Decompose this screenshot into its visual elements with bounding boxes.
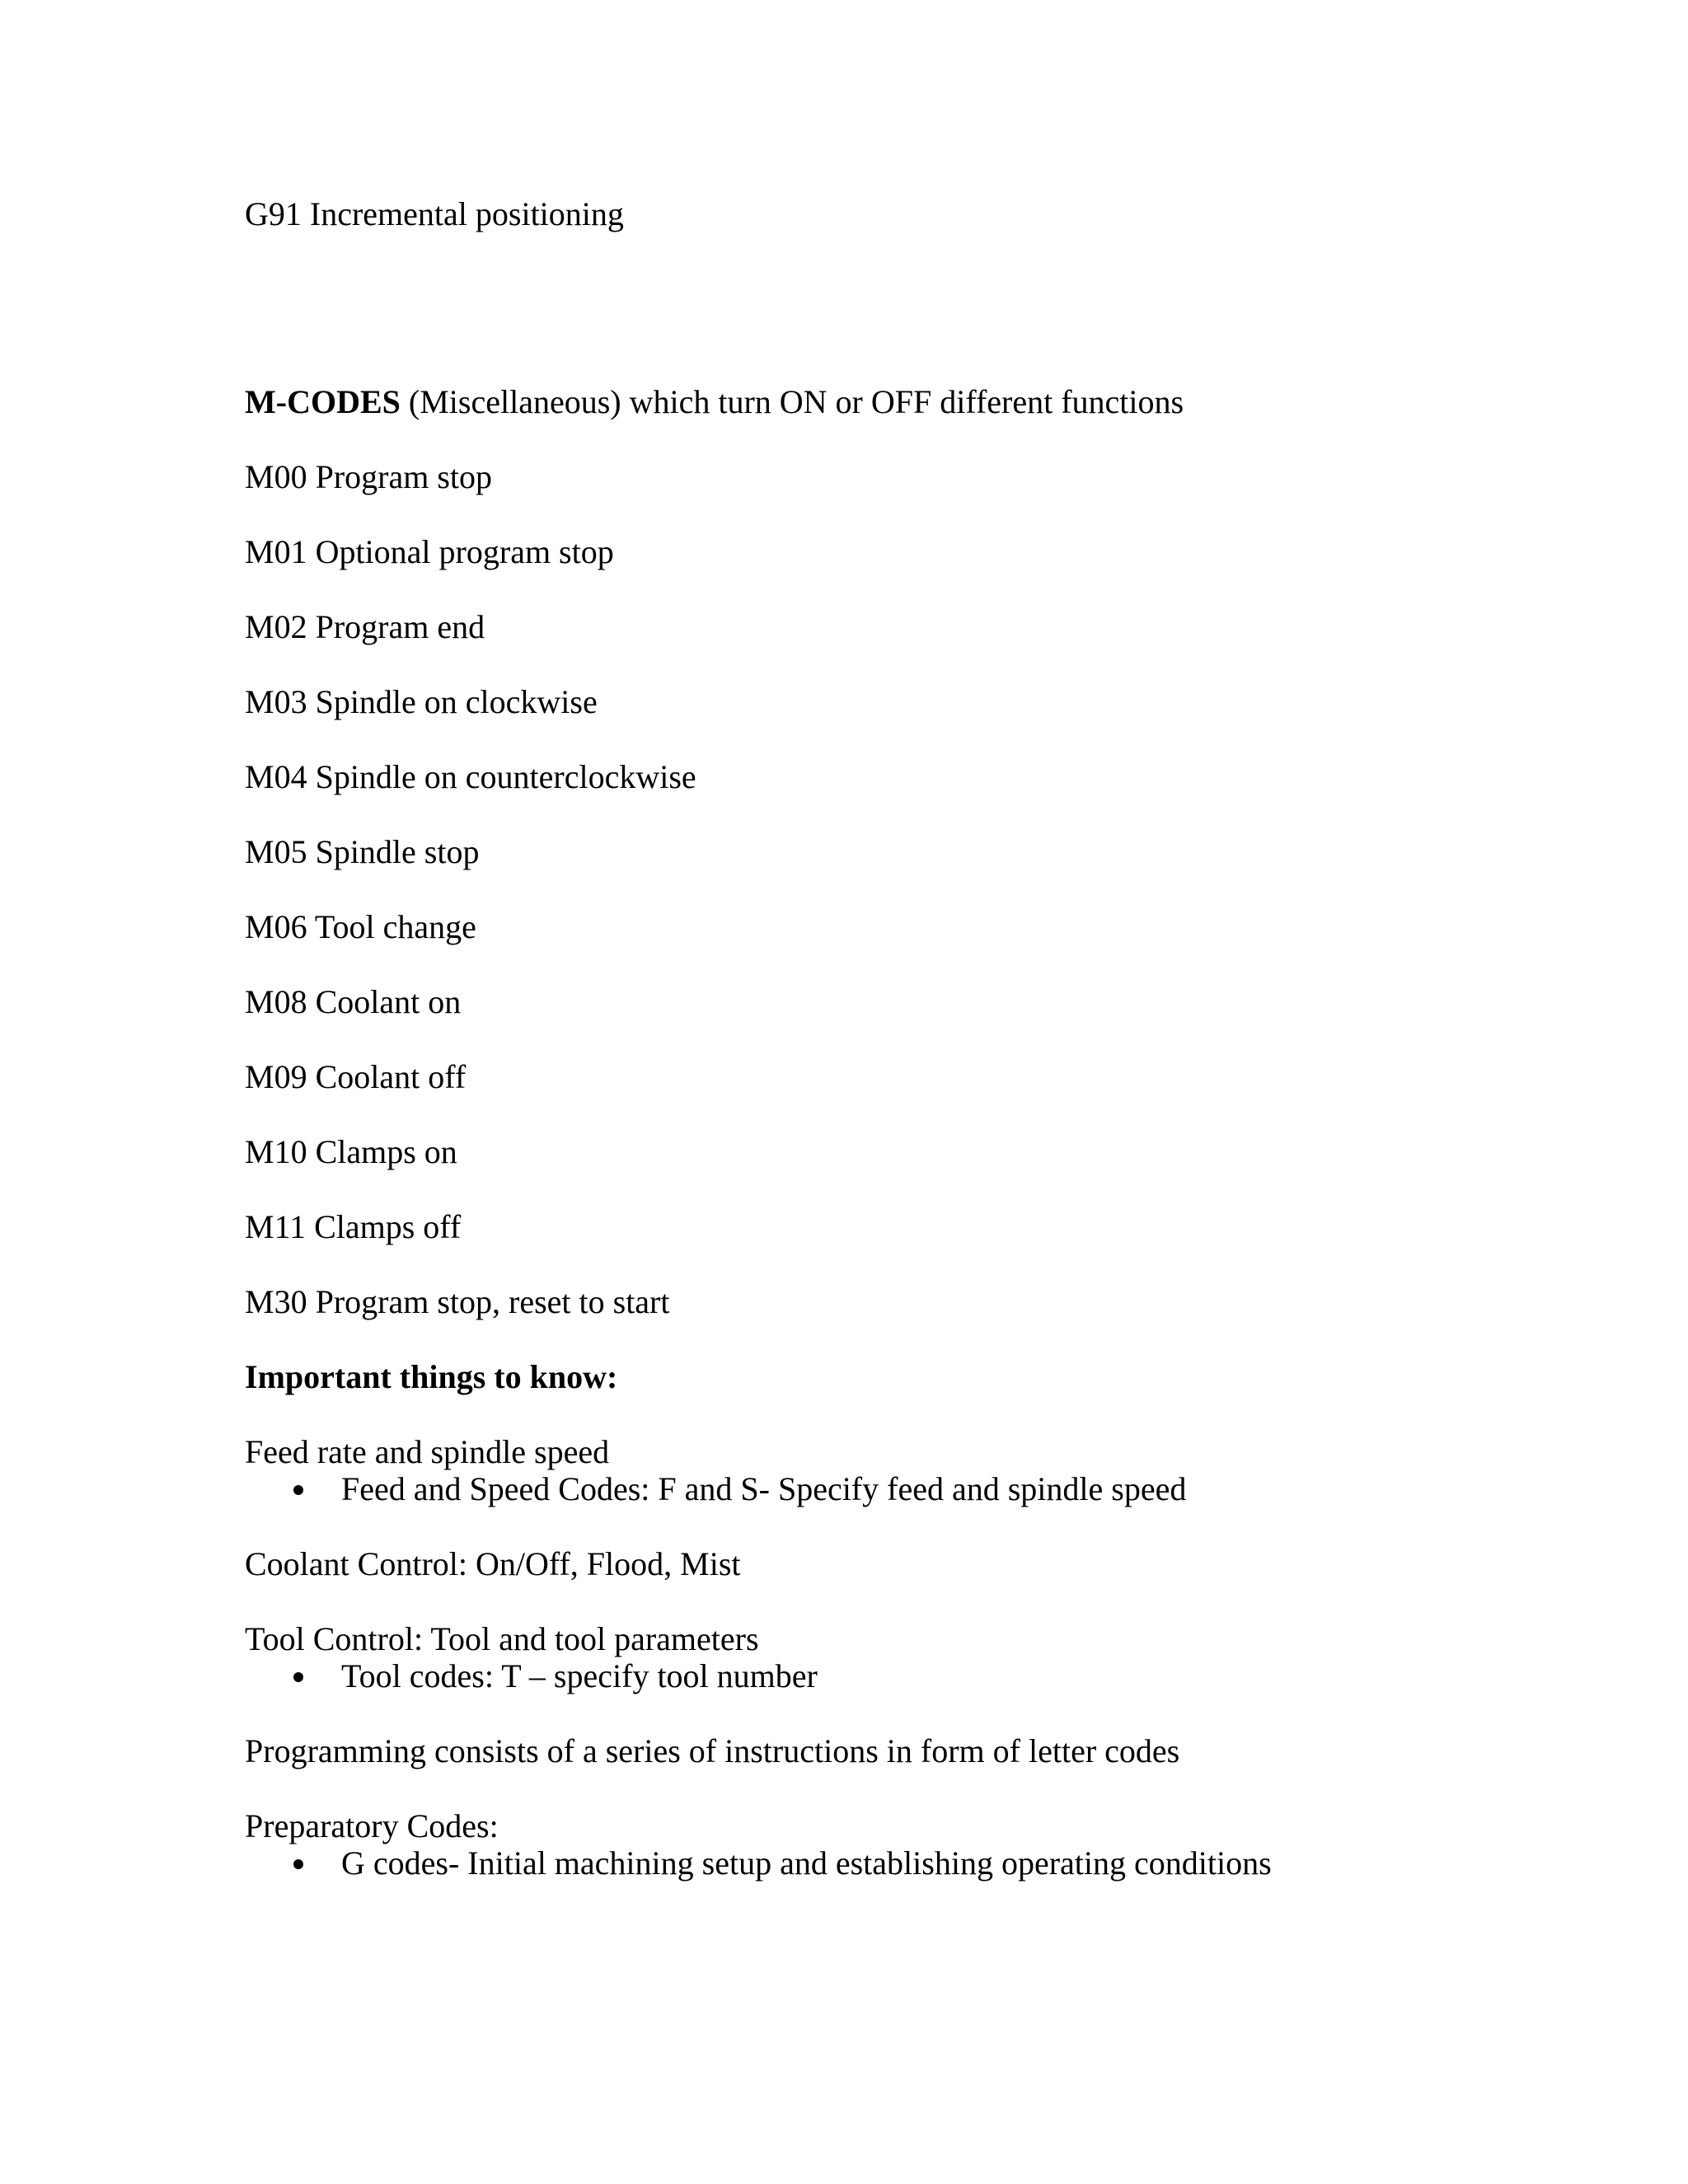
mcode-item: M30 Program stop, reset to start — [245, 1283, 670, 1320]
mcode-item: M10 Clamps on — [245, 1133, 457, 1170]
mcode-item: M05 Spindle stop — [245, 833, 480, 870]
g91-line: G91 Incremental positioning — [245, 195, 624, 232]
bullet-dot-icon — [293, 1485, 303, 1495]
mcodes-heading — [245, 382, 1184, 422]
mcode-item: M03 Spindle on clockwise — [245, 683, 598, 720]
important-heading: Important things to know: — [245, 1358, 618, 1395]
tool-bullet — [293, 1657, 818, 1696]
mcode-item: M02 Program end — [245, 608, 485, 645]
mcodes-heading-bold: M-CODES — [245, 383, 401, 420]
mcode-item: M00 Program stop — [245, 458, 492, 495]
programming-line: Programming consists of a series of instructions in form of letter codes — [245, 1732, 1180, 1769]
bullet-dot-icon — [293, 1672, 303, 1682]
mcode-item: M06 Tool change — [245, 908, 476, 945]
feed-bullet — [293, 1469, 1186, 1509]
feed-title: Feed rate and spindle speed — [245, 1433, 610, 1470]
preparatory-bullet — [293, 1844, 1272, 1883]
tool-bullet-text: Tool codes: T – specify tool number — [341, 1657, 818, 1694]
mcode-item: M11 Clamps off — [245, 1208, 462, 1245]
mcode-item: M09 Coolant off — [245, 1058, 467, 1095]
mcodes-heading-rest: (Miscellaneous) which turn ON or OFF different functions — [400, 383, 1184, 420]
mcode-item: M01 Optional program stop — [245, 533, 614, 570]
bullet-dot-icon — [293, 1859, 303, 1869]
mcode-item: M08 Coolant on — [245, 983, 462, 1020]
preparatory-bullet-text: G codes- Initial machining setup and establishing operating conditions — [341, 1844, 1272, 1882]
mcode-item: M04 Spindle on counterclockwise — [245, 758, 696, 795]
coolant-line: Coolant Control: On/Off, Flood, Mist — [245, 1545, 741, 1582]
preparatory-title: Preparatory Codes: — [245, 1807, 499, 1844]
feed-bullet-text: Feed and Speed Codes: F and S- Specify feed and spindle speed — [341, 1470, 1187, 1507]
tool-title: Tool Control: Tool and tool parameters — [245, 1620, 759, 1657]
